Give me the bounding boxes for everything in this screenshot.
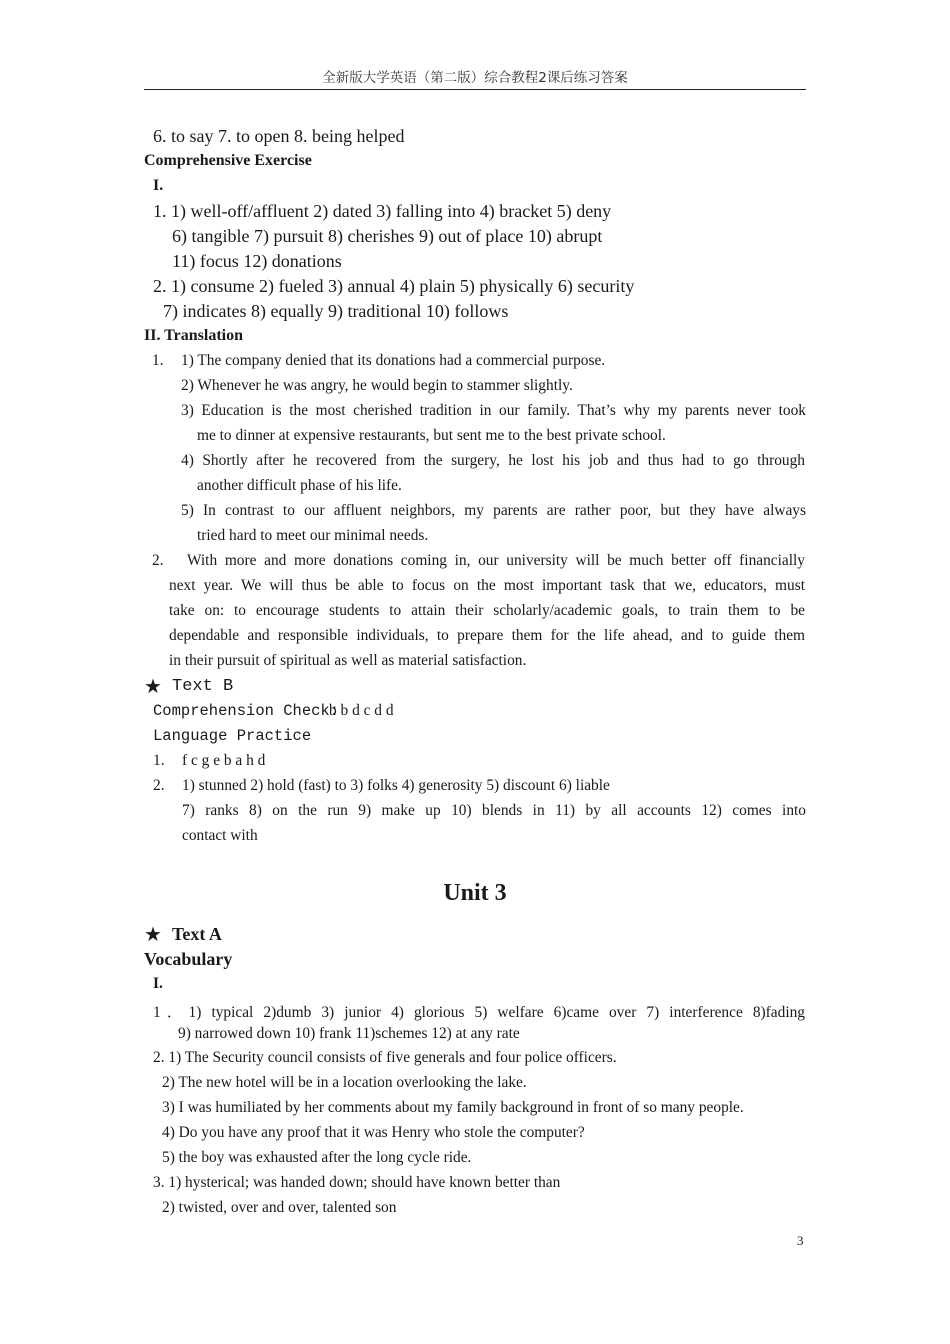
vocab-line: 9) narrowed down 10) frank 11)schemes 12) at any rate: [178, 1025, 520, 1042]
vocab-line: 3) I was humiliated by her comments about my family background in front of so many people.: [162, 1099, 744, 1116]
vocab-tail: 6. to say 7. to open 8. being helped: [153, 126, 405, 146]
comprehension-check-answers: b b d c d d: [329, 702, 394, 719]
translation-paragraph-line: next year. We will thus be able to focus on the most important task that we, educators, must: [169, 577, 805, 594]
text-a-heading: Text A: [172, 924, 222, 944]
ce-line: 11) focus 12) donations: [172, 251, 342, 271]
translation-item: tried hard to meet our minimal needs.: [197, 527, 429, 544]
vocab-line: 3. 1) hysterical; was handed down; should have known better than: [153, 1174, 561, 1191]
star-icon: ★: [144, 676, 162, 698]
translation-item: another difficult phase of his life.: [197, 477, 402, 494]
lp-2-line: 1) stunned 2) hold (fast) to 3) folks 4) generosity 5) discount 6) liable: [182, 777, 610, 794]
section-one-heading: I.: [153, 177, 164, 194]
ce-line: 2. 1) consume 2) fueled 3) annual 4) plain 5) physically 6) security: [153, 276, 635, 296]
translation-1-number: 1.: [152, 352, 164, 369]
translation-paragraph-line: in their pursuit of spiritual as well as material satisfaction.: [169, 652, 527, 669]
section-one-heading: I.: [153, 975, 163, 992]
vocab-line: 2) twisted, over and over, talented son: [162, 1199, 397, 1216]
translation-heading: II. Translation: [144, 327, 243, 344]
text-b-heading: Text B: [172, 677, 234, 696]
ce-line: 1. 1) well-off/affluent 2) dated 3) falling into 4) bracket 5) deny: [153, 201, 612, 221]
star-icon: ★: [144, 924, 162, 946]
vocab-line: 1．1) typical 2)dumb 3) junior 4) glorious 5) welfare 6)came over 7) interference 8)fading: [153, 1004, 805, 1021]
lp-2-number: 2.: [153, 777, 165, 794]
vocabulary-heading: Vocabulary: [144, 949, 233, 969]
ce-line: 7) indicates 8) equally 9) traditional 10) follows: [163, 301, 509, 321]
translation-item: 5) In contrast to our affluent neighbors, my parents are rather poor, but they have always: [181, 502, 806, 519]
ce-line: 6) tangible 7) pursuit 8) cherishes 9) out of place 10) abrupt: [172, 226, 603, 246]
translation-item: 1) The company denied that its donations had a commercial purpose.: [181, 352, 606, 369]
comprehensive-exercise-heading: Comprehensive Exercise: [144, 152, 312, 169]
translation-paragraph-line: With more and more donations coming in, our university will be much better off financially: [187, 552, 805, 569]
vocab-line: 5) the boy was exhausted after the long cycle ride.: [162, 1149, 472, 1166]
page-number: 3: [797, 1233, 804, 1248]
translation-2-number: 2.: [152, 552, 164, 569]
unit-title: Unit 3: [443, 880, 507, 906]
translation-paragraph-line: take on: to encourage students to attain their scholarly/academic goals, to train them to be: [169, 602, 805, 619]
vocab-line: 2) The new hotel will be in a location overlooking the lake.: [162, 1074, 527, 1091]
lp-2-line: 7) ranks 8) on the run 9) make up 10) blends in 11) by all accounts 12) comes into: [182, 802, 806, 819]
lp-1-number: 1.: [153, 752, 165, 769]
page-header: 全新版大学英语（第二版）综合教程2课后练习答案: [144, 66, 806, 90]
vocab-line: 2. 1) The Security council consists of five generals and four police officers.: [153, 1049, 617, 1066]
comprehension-check-label: Comprehension Check:: [153, 702, 340, 720]
translation-item: 2) Whenever he was angry, he would begin to stammer slightly.: [181, 377, 573, 394]
lp-2-line: contact with: [182, 827, 258, 844]
translation-paragraph-line: dependable and responsible individuals, to prepare them for the life ahead, and to guide them: [169, 627, 805, 644]
translation-item: 4) Shortly after he recovered from the surgery, he lost his job and thus had to go through: [181, 452, 805, 469]
language-practice-heading: Language Practice: [153, 727, 312, 745]
translation-item: 3) Education is the most cherished tradition in our family. That’s why my parents never took: [181, 402, 806, 419]
translation-item: me to dinner at expensive restaurants, but sent me to the best private school.: [197, 427, 666, 444]
lp-1-answers: f c g e b a h d: [182, 752, 266, 769]
vocab-line: 4) Do you have any proof that it was Henry who stole the computer?: [162, 1124, 585, 1141]
